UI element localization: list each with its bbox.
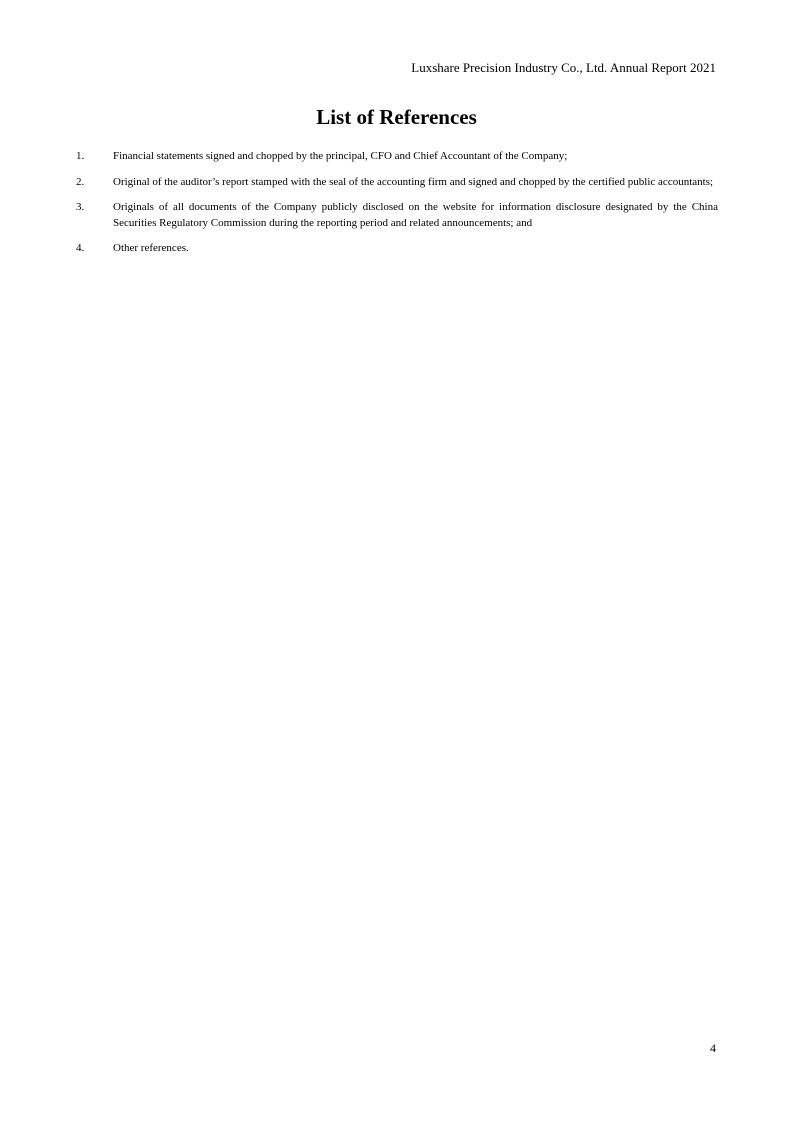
reference-item-1 <box>76 149 718 165</box>
reference-number: 2. <box>76 175 85 188</box>
reference-number: 3. <box>76 201 85 213</box>
running-header: Luxshare Precision Industry Co., Ltd. Annual Report 2021 <box>411 60 716 75</box>
reference-item-2 <box>76 175 718 191</box>
reference-text: Original of the auditor’s report stamped with the seal of the accounting firm and signed and chopped by the certified public accountants; <box>113 175 714 188</box>
reference-list <box>76 149 718 267</box>
reference-text: Originals of all documents of the Company publicly disclosed on the website for information disclosure designated by the China Securities Regulatory Commission during the reporting period and related announcements; and <box>113 201 718 229</box>
page-title: List of References <box>316 105 477 129</box>
page-number: 4 <box>710 1041 716 1055</box>
reference-number: 1. <box>76 150 85 162</box>
reference-text: Financial statements signed and chopped by the principal, CFO and Chief Accountant of the Company; <box>113 150 568 162</box>
reference-item-4 <box>76 241 718 257</box>
reference-text: Other references. <box>113 242 189 254</box>
reference-item-3 <box>76 200 718 231</box>
reference-number: 4. <box>76 242 85 254</box>
